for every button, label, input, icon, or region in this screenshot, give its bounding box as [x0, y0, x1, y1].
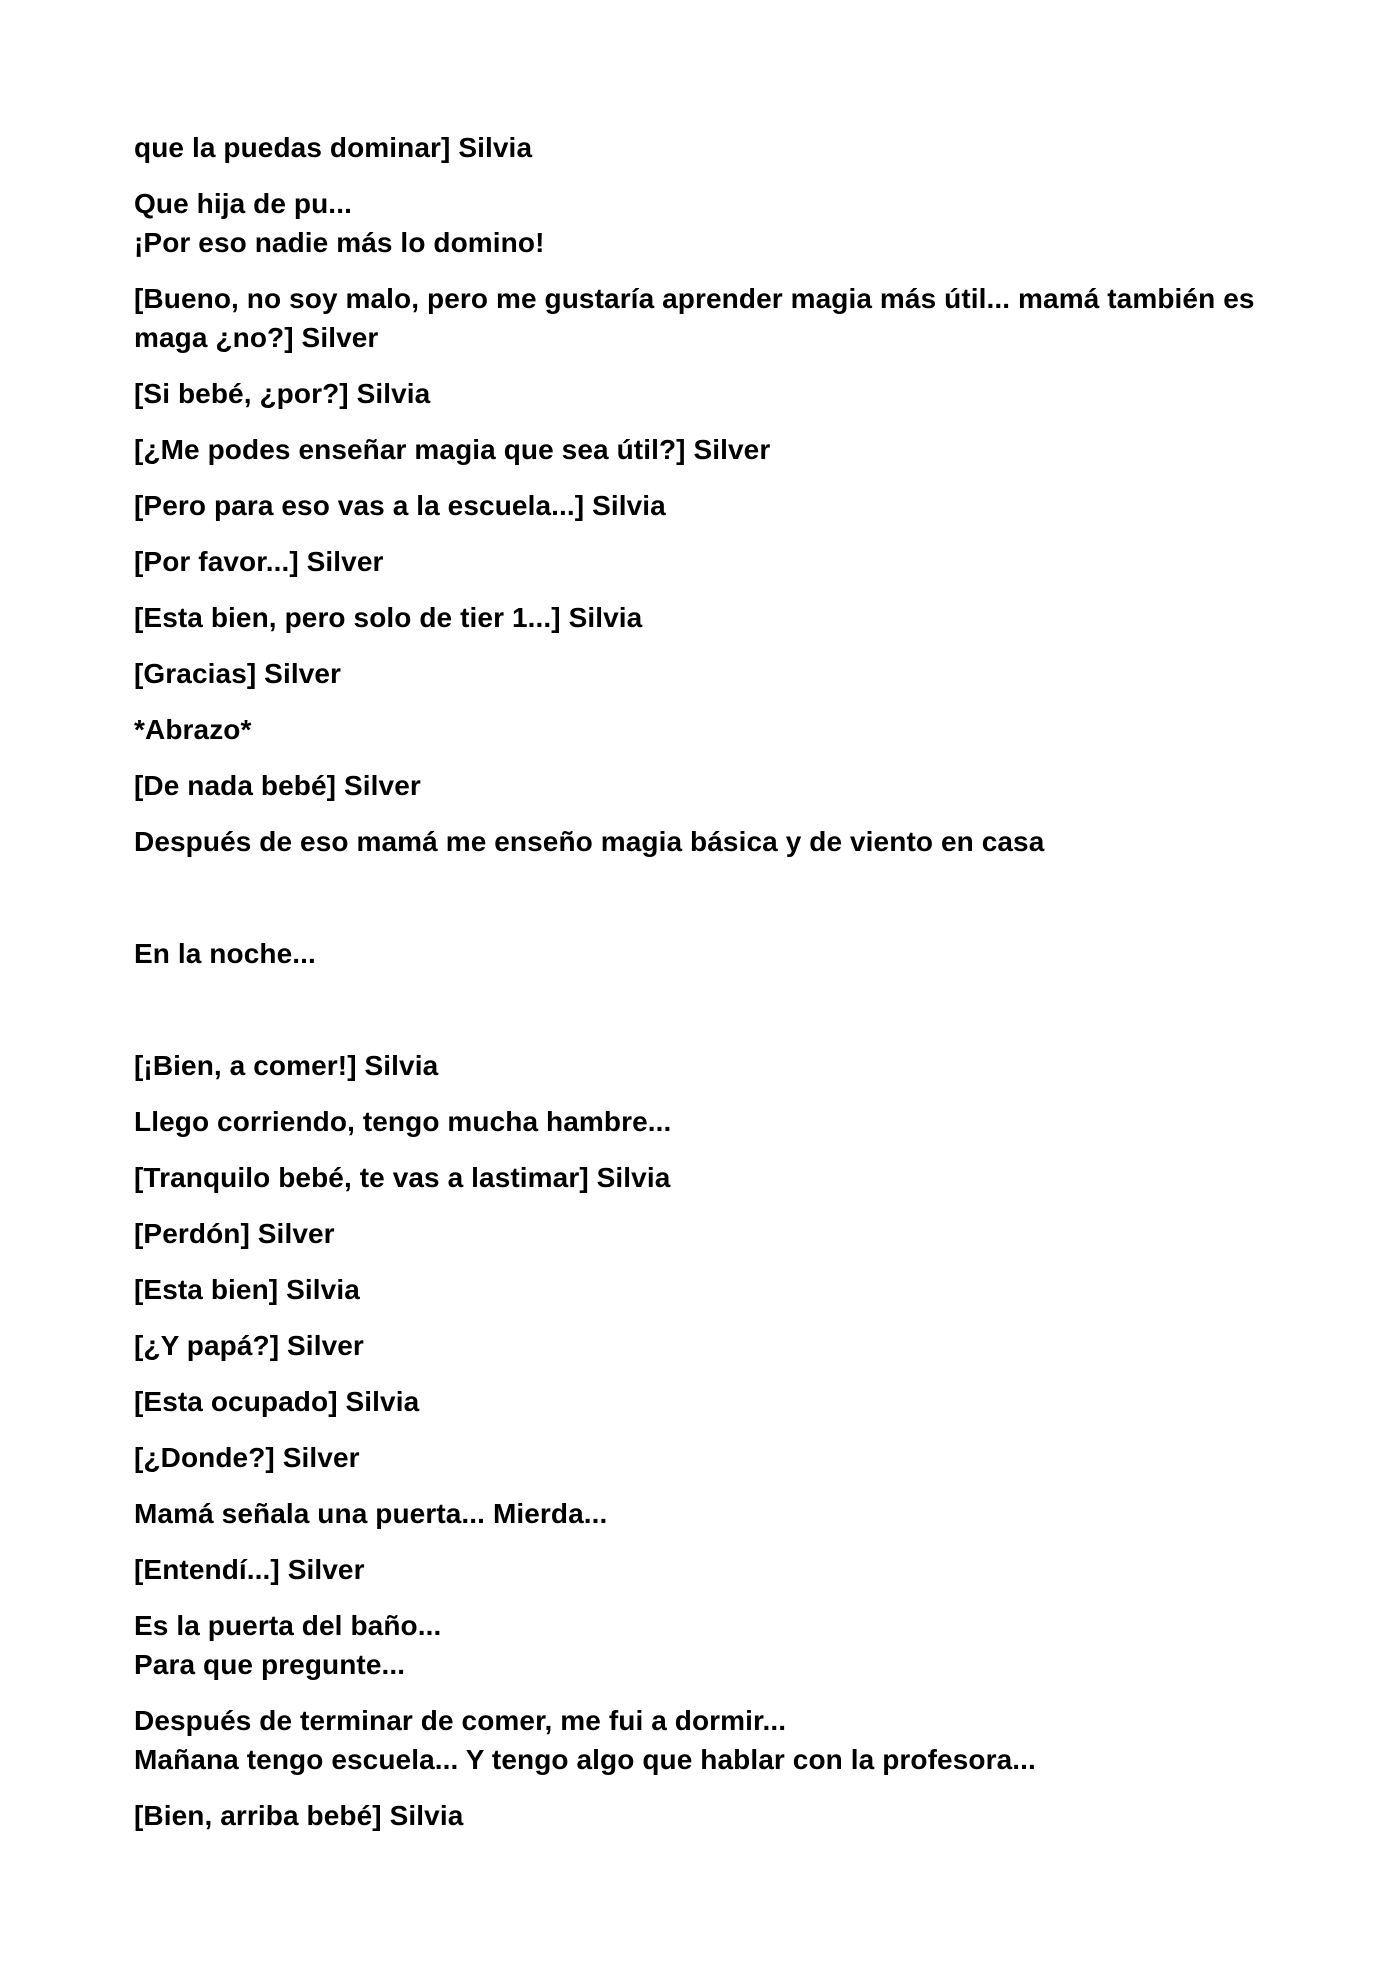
text-line: Llego corriendo, tengo mucha hambre... — [134, 1106, 672, 1137]
text-line: *Abrazo* — [134, 714, 252, 745]
paragraph — [134, 1158, 1274, 1197]
text-line: [Por favor...] Silver — [134, 546, 384, 577]
text-line: [De nada bebé] Silver — [134, 770, 421, 801]
text-line: que la puedas dominar] Silvia — [134, 132, 533, 163]
text-line: [Entendí...] Silver — [134, 1554, 365, 1585]
text-line: Mañana tengo escuela... Y tengo algo que hablar con la profesora... — [134, 1744, 1036, 1775]
text-line: maga ¿no?] Silver — [134, 322, 379, 353]
paragraph — [134, 1214, 1274, 1253]
paragraph — [134, 1606, 1274, 1684]
paragraph — [134, 1494, 1274, 1533]
text-line: Es la puerta del baño... — [134, 1610, 442, 1641]
text-line: Después de terminar de comer, me fui a dormir... — [134, 1705, 787, 1736]
text-line: ¡Por eso nadie más lo domino! — [134, 227, 545, 258]
paragraph — [134, 542, 1274, 581]
text-line: [Bien, arriba bebé] Silvia — [134, 1800, 464, 1831]
paragraph — [134, 128, 1274, 167]
paragraph — [134, 1550, 1274, 1589]
text-line: [Esta ocupado] Silvia — [134, 1386, 420, 1417]
text-line: [Bueno, no soy malo, pero me gustaría aprender magia más útil... mamá también es — [134, 283, 1255, 314]
paragraph — [134, 822, 1274, 861]
text-line: [¿Donde?] Silver — [134, 1442, 360, 1473]
paragraph — [134, 430, 1274, 469]
paragraph — [134, 184, 1274, 262]
text-line: Para que pregunte... — [134, 1649, 406, 1680]
paragraph — [134, 934, 1274, 973]
paragraph — [134, 279, 1274, 357]
text-line: [¡Bien, a comer!] Silvia — [134, 1050, 439, 1081]
document-page — [134, 128, 1274, 1852]
text-line: [Gracias] Silver — [134, 658, 342, 689]
paragraph — [134, 1701, 1274, 1779]
paragraph — [134, 1270, 1274, 1309]
paragraph — [134, 486, 1274, 525]
text-line: [¿Me podes enseñar magia que sea útil?] Silver — [134, 434, 771, 465]
paragraph — [134, 766, 1274, 805]
text-line: Que hija de pu... — [134, 188, 352, 219]
text-line: [Tranquilo bebé, te vas a lastimar] Silvia — [134, 1162, 671, 1193]
paragraph — [134, 654, 1274, 693]
paragraph — [134, 374, 1274, 413]
paragraph — [134, 1796, 1274, 1835]
paragraph — [134, 1382, 1274, 1421]
text-line: [Esta bien, pero solo de tier 1...] Silvia — [134, 602, 643, 633]
paragraph-spacer — [134, 878, 1274, 934]
text-line: [¿Y papá?] Silver — [134, 1330, 364, 1361]
paragraph — [134, 1102, 1274, 1141]
text-line: [Perdón] Silver — [134, 1218, 335, 1249]
text-line: [Si bebé, ¿por?] Silvia — [134, 378, 431, 409]
text-line: [Pero para eso vas a la escuela...] Silvia — [134, 490, 666, 521]
paragraph — [134, 1438, 1274, 1477]
text-line: [Esta bien] Silvia — [134, 1274, 360, 1305]
text-line: Mamá señala una puerta... Mierda... — [134, 1498, 608, 1529]
text-line: En la noche... — [134, 938, 316, 969]
text-line: Después de eso mamá me enseño magia básica y de viento en casa — [134, 826, 1045, 857]
paragraph — [134, 710, 1274, 749]
paragraph — [134, 1046, 1274, 1085]
paragraph — [134, 598, 1274, 637]
paragraph — [134, 1326, 1274, 1365]
paragraph-spacer — [134, 990, 1274, 1046]
